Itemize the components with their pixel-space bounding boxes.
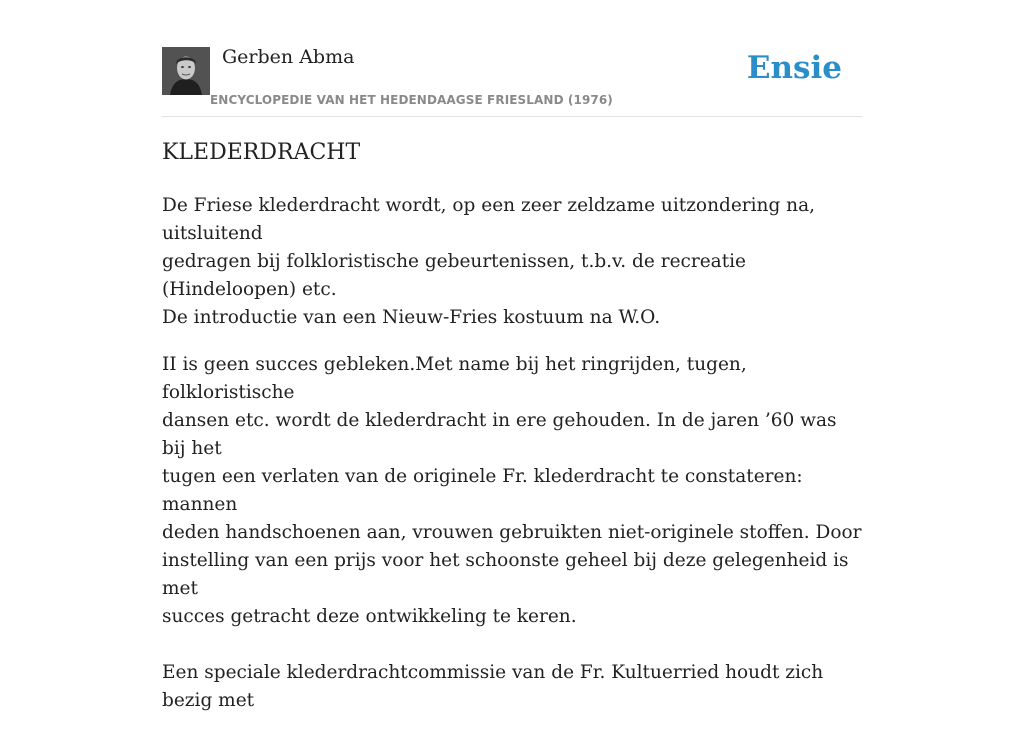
article-paragraph: De Friese klederdracht wordt, op een zeer zeldzame uitzondering na, uitsluitend gedragen bij folkloristische gebeurtenissen, t.b.v. de recreatie (Hindeloopen) etc. De introductie van een Nieuw-Fries kostuum na W.O. xyxy=(162,195,816,328)
article-body xyxy=(162,192,862,734)
author-portrait-icon xyxy=(162,47,210,95)
source-label[interactable]: ENCYCLOPEDIE VAN HET HEDENDAAGSE FRIESLAND (1976) xyxy=(210,93,613,107)
article-title: KLEDERDRACHT xyxy=(162,140,361,165)
article-paragraph: II is geen succes gebleken.Met name bij het ringrijden, tugen, folkloristische dansen etc. wordt de klederdracht in ere gehouden. In de jaren ’60 was bij het tugen een verlaten van de originele Fr. klederdracht te constateren: mannen deden handschoenen aan, vrouwen gebruikten niet-originele stoffen. Door instelling van een prijs voor het schoonste geheel bij deze gelegenheid is met succes getracht deze ontwikkeling te keren. Een speciale klederdrachtcommissie van de Fr. Kultuerried houdt zich bezig met xyxy=(162,354,862,711)
brand-logo[interactable]: Ensie xyxy=(746,50,842,86)
author-avatar[interactable] xyxy=(162,47,210,95)
article-header xyxy=(162,0,862,117)
author-name[interactable]: Gerben Abma xyxy=(222,46,355,68)
